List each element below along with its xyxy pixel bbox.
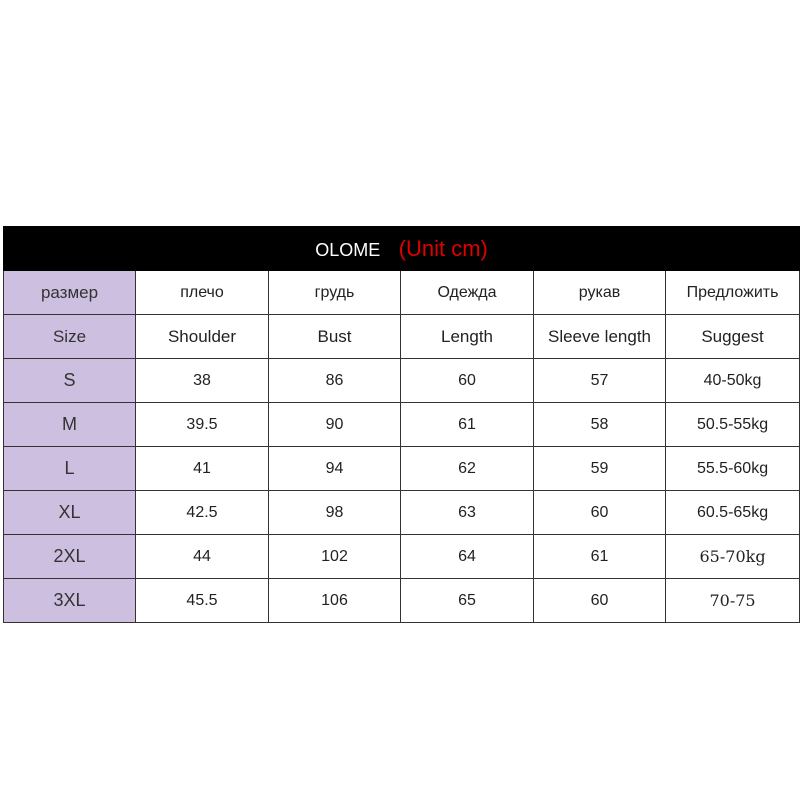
size-cell: S: [4, 359, 136, 403]
bust-cell: 98: [269, 491, 401, 535]
header-sleeve-ru: рукав: [534, 271, 666, 315]
header-length-ru: Одежда: [401, 271, 534, 315]
table-row: [4, 579, 800, 623]
suggest-cell: 60.5-65kg: [666, 491, 800, 535]
shoulder-cell: 45.5: [136, 579, 269, 623]
sleeve-length-cell: 60: [534, 491, 666, 535]
header-bust: Bust: [269, 315, 401, 359]
shoulder-cell: 41: [136, 447, 269, 491]
table-row: [4, 403, 800, 447]
bust-cell: 106: [269, 579, 401, 623]
size-cell: 2XL: [4, 535, 136, 579]
suggest-cell: 50.5-55kg: [666, 403, 800, 447]
shoulder-cell: 38: [136, 359, 269, 403]
table-row: [4, 491, 800, 535]
size-cell: L: [4, 447, 136, 491]
length-cell: 61: [401, 403, 534, 447]
size-cell: 3XL: [4, 579, 136, 623]
suggest-cell: 65-70kg: [666, 535, 800, 579]
length-cell: 62: [401, 447, 534, 491]
shoulder-cell: 44: [136, 535, 269, 579]
title-cell: [4, 227, 800, 271]
sleeve-length-cell: 61: [534, 535, 666, 579]
suggest-cell: 70-75: [666, 579, 800, 623]
bust-cell: 90: [269, 403, 401, 447]
header-bust-ru: грудь: [269, 271, 401, 315]
header-size: Size: [4, 315, 136, 359]
sleeve-length-cell: 60: [534, 579, 666, 623]
suggest-cell: 55.5-60kg: [666, 447, 800, 491]
header-row-english: [4, 315, 800, 359]
shoulder-cell: 39.5: [136, 403, 269, 447]
suggest-cell: 40-50kg: [666, 359, 800, 403]
header-suggest: Suggest: [666, 315, 800, 359]
size-cell: XL: [4, 491, 136, 535]
header-shoulder-ru: плечо: [136, 271, 269, 315]
header-length: Length: [401, 315, 534, 359]
table-row: [4, 359, 800, 403]
table-row: [4, 535, 800, 579]
size-cell: M: [4, 403, 136, 447]
title-row: [4, 227, 800, 271]
table-row: [4, 447, 800, 491]
length-cell: 64: [401, 535, 534, 579]
shoulder-cell: 42.5: [136, 491, 269, 535]
bust-cell: 94: [269, 447, 401, 491]
bust-cell: 102: [269, 535, 401, 579]
size-chart-table: [3, 226, 800, 623]
sleeve-length-cell: 59: [534, 447, 666, 491]
sleeve-length-cell: 58: [534, 403, 666, 447]
length-cell: 60: [401, 359, 534, 403]
header-suggest-ru: Предложить: [666, 271, 800, 315]
unit-label: (Unit cm): [398, 235, 488, 261]
header-sleeve-length: Sleeve length: [534, 315, 666, 359]
header-row-russian: [4, 271, 800, 315]
brand-name: OLOME: [315, 239, 381, 260]
length-cell: 65: [401, 579, 534, 623]
length-cell: 63: [401, 491, 534, 535]
header-size-ru: размер: [4, 271, 136, 315]
header-shoulder: Shoulder: [136, 315, 269, 359]
sleeve-length-cell: 57: [534, 359, 666, 403]
bust-cell: 86: [269, 359, 401, 403]
